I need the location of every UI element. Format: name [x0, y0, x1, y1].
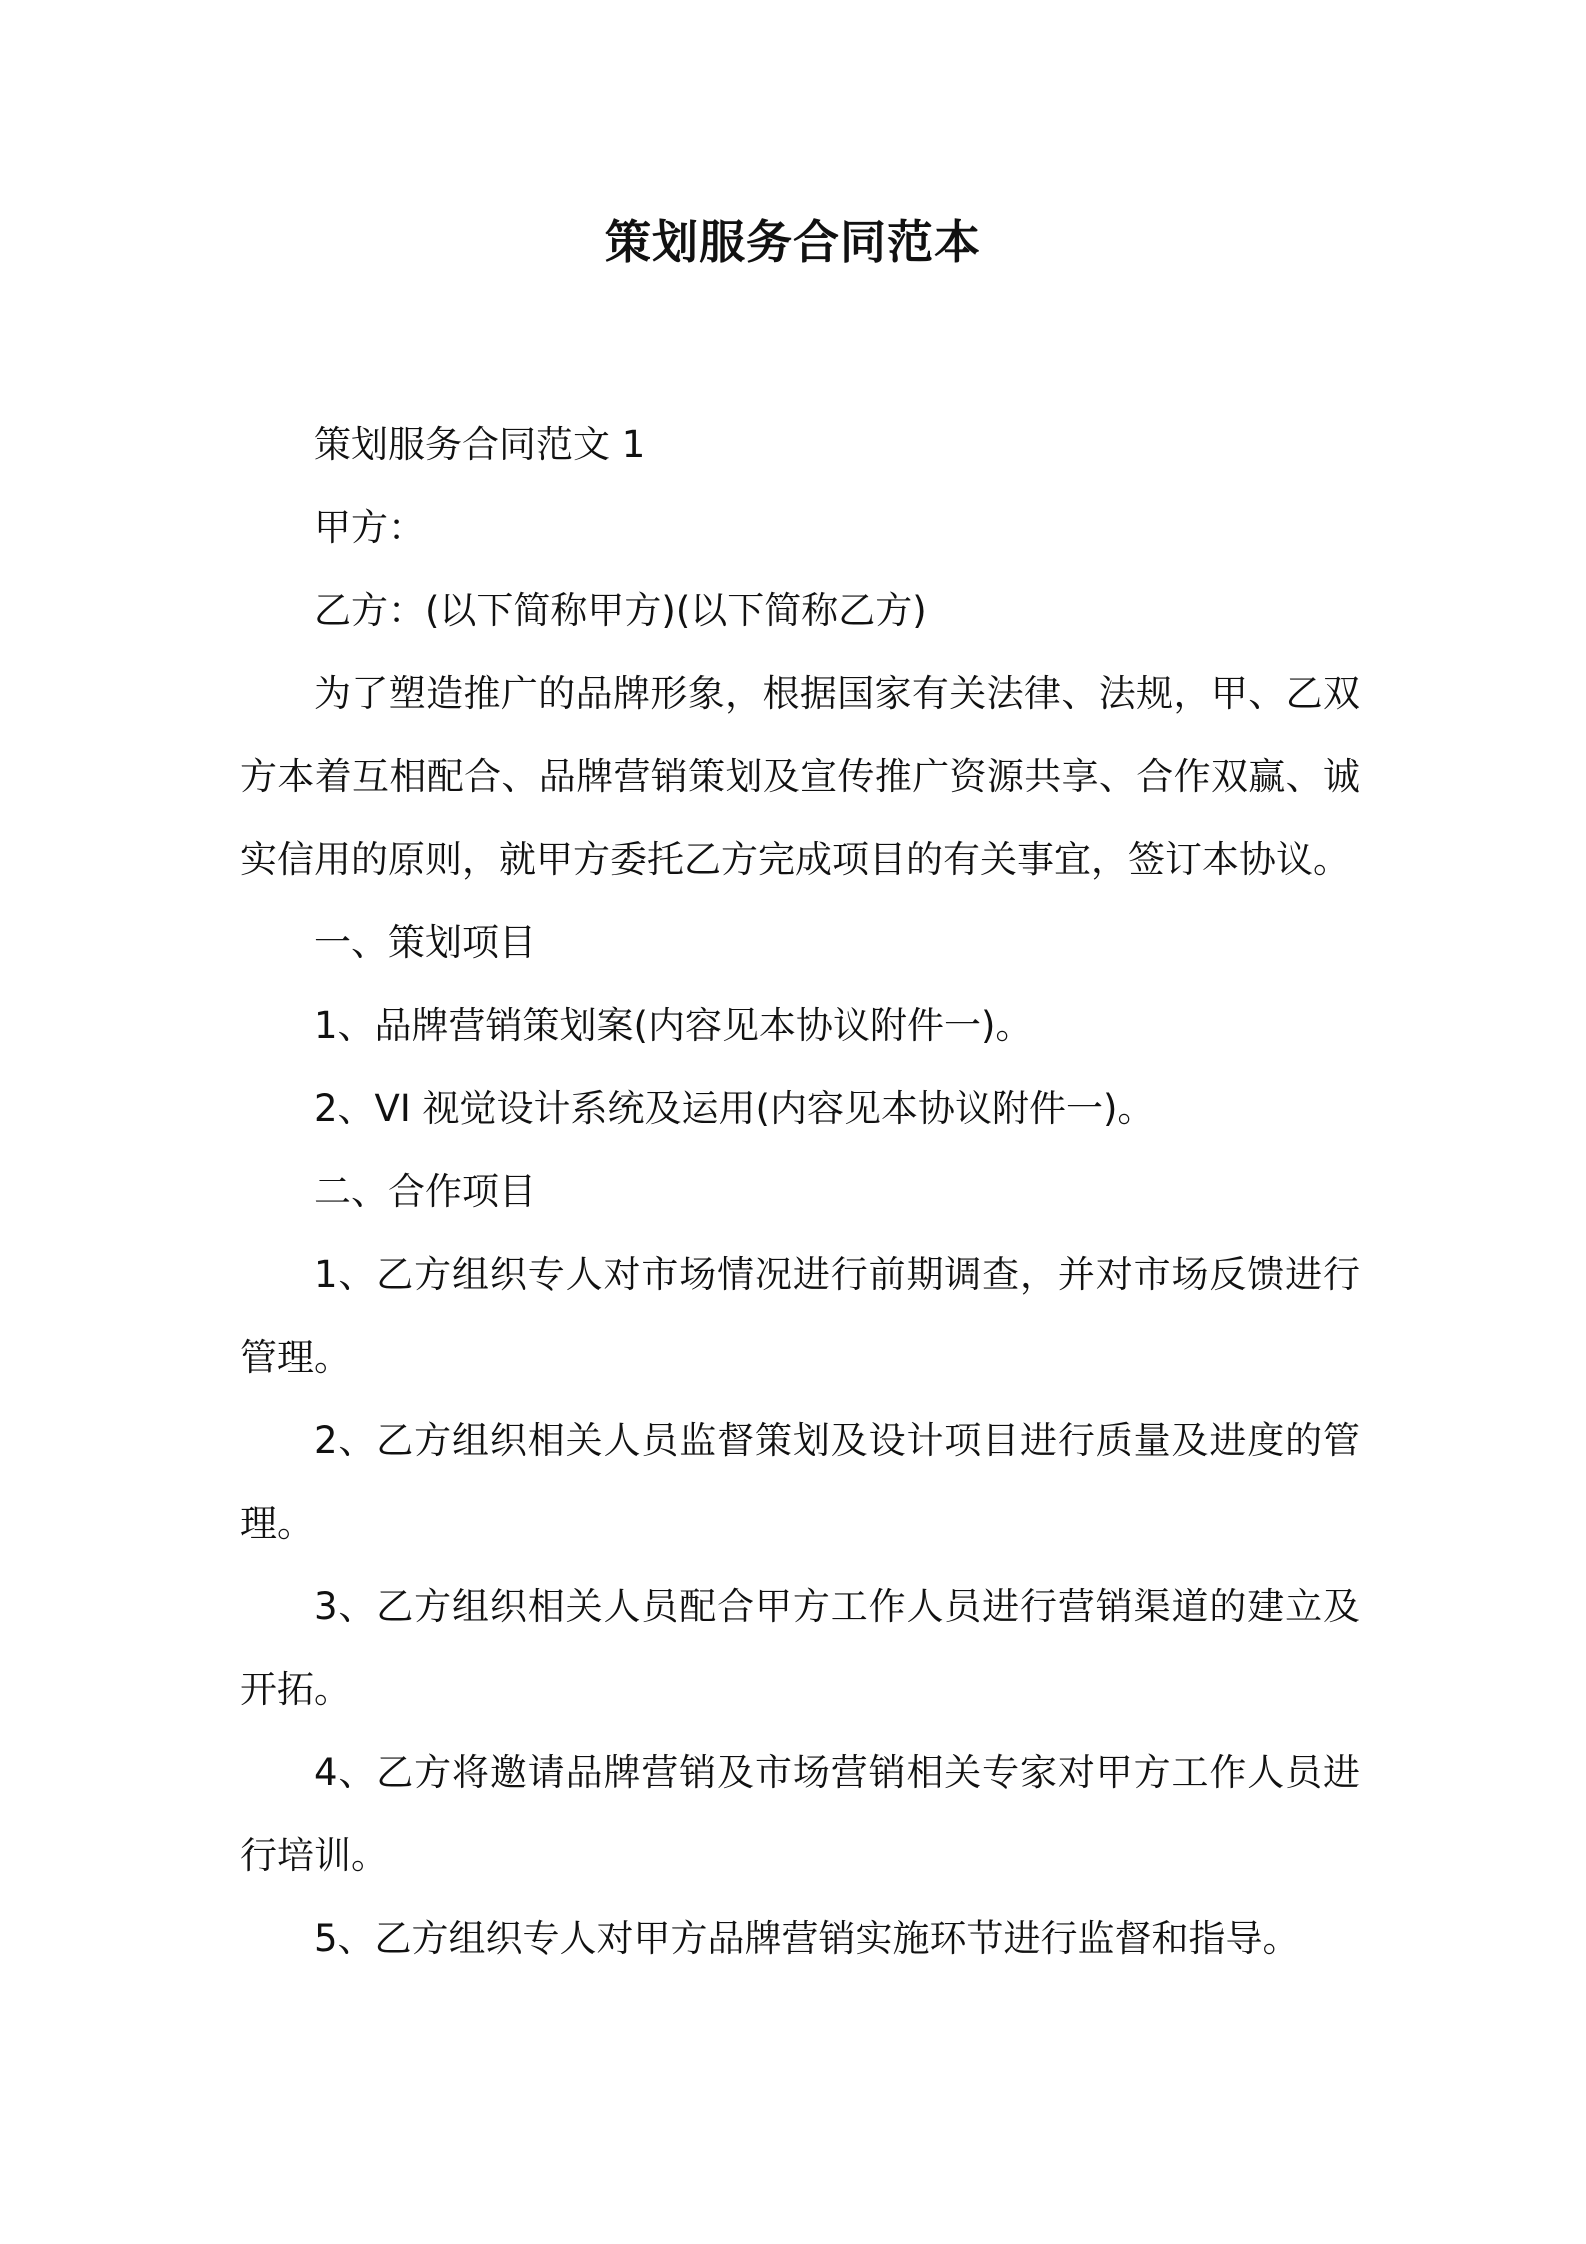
heading-cooperation-items: 二、合作项目	[314, 1170, 536, 1213]
document-title: 策划服务合同范本	[605, 215, 981, 269]
planning-item: 1、品牌营销策划案(内容见本协议附件一)。	[314, 1004, 1033, 1047]
preamble-paragraph: 为了塑造推广的品牌形象，根据国家有关法律、法规，甲、乙双方本着互相配合、品牌营销策划及宣传推广资源共享、合作双赢、诚实信用的原则，就甲方委托乙方完成项目的有关事宜，签订本协议。	[240, 672, 1360, 881]
cooperation-item: 2、乙方组织相关人员监督策划及设计项目进行质量及进度的管理。	[240, 1419, 1360, 1545]
section-heading: 策划服务合同范文 1	[314, 423, 646, 466]
heading-planning-items: 一、策划项目	[314, 921, 536, 964]
cooperation-item: 3、乙方组织相关人员配合甲方工作人员进行营销渠道的建立及开拓。	[240, 1585, 1360, 1711]
document-body	[240, 403, 1360, 1980]
party-a-line: 甲方：	[314, 506, 425, 549]
planning-item: 2、VI 视觉设计系统及运用(内容见本协议附件一)。	[314, 1087, 1155, 1130]
party-b-line: 乙方：(以下简称甲方)(以下简称乙方)	[314, 589, 927, 632]
cooperation-item: 1、乙方组织专人对市场情况进行前期调查，并对市场反馈进行管理。	[240, 1253, 1360, 1379]
cooperation-item: 5、乙方组织专人对甲方品牌营销实施环节进行监督和指导。	[314, 1917, 1300, 1960]
cooperation-item: 4、乙方将邀请品牌营销及市场营销相关专家对甲方工作人员进行培训。	[240, 1751, 1360, 1877]
